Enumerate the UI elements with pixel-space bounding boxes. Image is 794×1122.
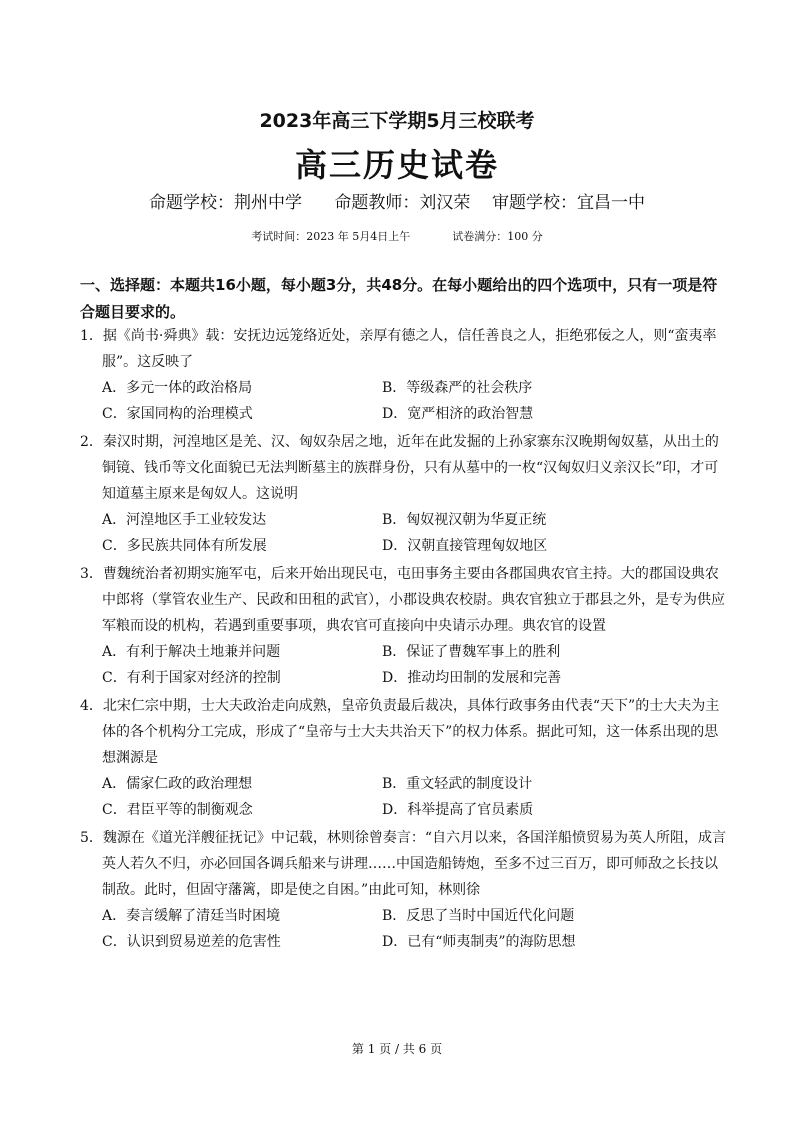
option-grid (102, 771, 730, 823)
exam-title-line1: 2023年高三下学期5月三校联考 (259, 110, 535, 132)
question-stem: 1．据《尚书·舜典》载：安抚边远笼络近处，亲厚有德之人，信任善良之人，拒绝邪佞之人，则“蛮夷率服”。这反映了 (80, 328, 717, 370)
option-a: A．儒家仁政的政治理想 (102, 776, 253, 792)
option-c: C．多民族共同体有所发展 (102, 538, 267, 554)
question-stem: 5．魏源在《道光洋艘征抚记》中记载，林则徐曾奏言：“自六月以来，各国洋船愤贸易为英人所阻，成言英人若久不归，亦必回国各调兵船来与讲理……中国造船铸炮，至多不过三百万，即可师敌之长技以制敌。此时，但固守藩篱，即是使之自困。”由此可知，林则徐 (80, 830, 727, 898)
option-b: B．重文轻武的制度设计 (382, 776, 533, 792)
question-3 (80, 561, 730, 691)
authors-line: 命题学校：荆州中学 命题教师：刘汉荣 审题学校：宜昌一中 (148, 193, 646, 213)
option-a: A．多元一体的政治格局 (102, 380, 253, 396)
option-b: B．等级森严的社会秩序 (382, 380, 533, 396)
section-heading: 一、选择题：本题共16小题，每小题3分，共48分。在每小题给出的四个选项中，只有一项是符合题目要求的。 (80, 276, 718, 321)
option-grid (102, 375, 730, 427)
option-a: A．奏言缓解了清廷当时困境 (102, 908, 281, 924)
option-d: D．汉朝直接管理匈奴地区 (382, 538, 548, 554)
option-d: D．已有“师夷制夷”的海防思想 (382, 934, 576, 950)
option-d: D．推动均田制的发展和完善 (382, 670, 562, 686)
option-grid (102, 639, 730, 691)
option-c: C．有利于国家对经济的控制 (102, 670, 281, 686)
question-2 (80, 429, 730, 559)
exam-title: 高三历史试卷 (294, 146, 499, 184)
option-c: C．认识到贸易逆差的危害性 (102, 934, 281, 950)
question-1 (80, 323, 730, 427)
question-stem: 4．北宋仁宗中期，士大夫政治走向成熟，皇帝负责最后裁决，具体行政事务由代表“天下”的士大夫为主体的各个机构分工完成，形成了“皇帝与士大夫共治天下”的权力体系。据此可知，这一体系出现的思想渊源是 (80, 698, 720, 766)
question-list (80, 323, 730, 957)
option-a: A．有利于解决土地兼并问题 (102, 644, 281, 660)
option-d: D．科举提高了官员素质 (382, 802, 534, 818)
option-b: B．匈奴视汉朝为华夏正统 (382, 512, 547, 528)
question-4 (80, 693, 730, 823)
question-stem: 3．曹魏统治者初期实施军屯，后来开始出现民屯，屯田事务主要由各郡国典农官主持。大的郡国设典农中郎将（掌管农业生产、民政和田租的武官），小郡设典农校尉。典农官独立于郡县之外，是专为供应军粮而设的机构，若遇到重要事项，典农官可直接向中央请示办理。典农官的设置 (80, 566, 725, 634)
question-stem: 2．秦汉时期，河湟地区是羌、汉、匈奴杂居之地，近年在此发掘的上孙家寨东汉晚期匈奴墓，从出土的铜镜、钱币等文化面貌已无法判断墓主的族群身份，只有从墓中的一枚“汉匈奴归义亲汉长”印，才可知道墓主原来是匈奴人。这说明 (80, 434, 719, 502)
option-c: C．君臣平等的制衡观念 (102, 802, 253, 818)
option-d: D．宽严相济的政治智慧 (382, 406, 534, 422)
option-grid (102, 507, 730, 559)
option-b: B．反思了当时中国近代化问题 (382, 908, 575, 924)
option-a: A．河湟地区手工业较发达 (102, 512, 267, 528)
option-grid (102, 903, 730, 955)
question-5 (80, 825, 730, 955)
option-b: B．保证了曹魏军事上的胜利 (382, 644, 561, 660)
option-c: C．家国同构的治理模式 (102, 406, 253, 422)
exam-meta: 考试时间：2023 年 5月4日上午 试卷满分：100 分 (251, 230, 543, 243)
page-number: 第 1 页 / 共 6 页 (351, 1042, 443, 1056)
